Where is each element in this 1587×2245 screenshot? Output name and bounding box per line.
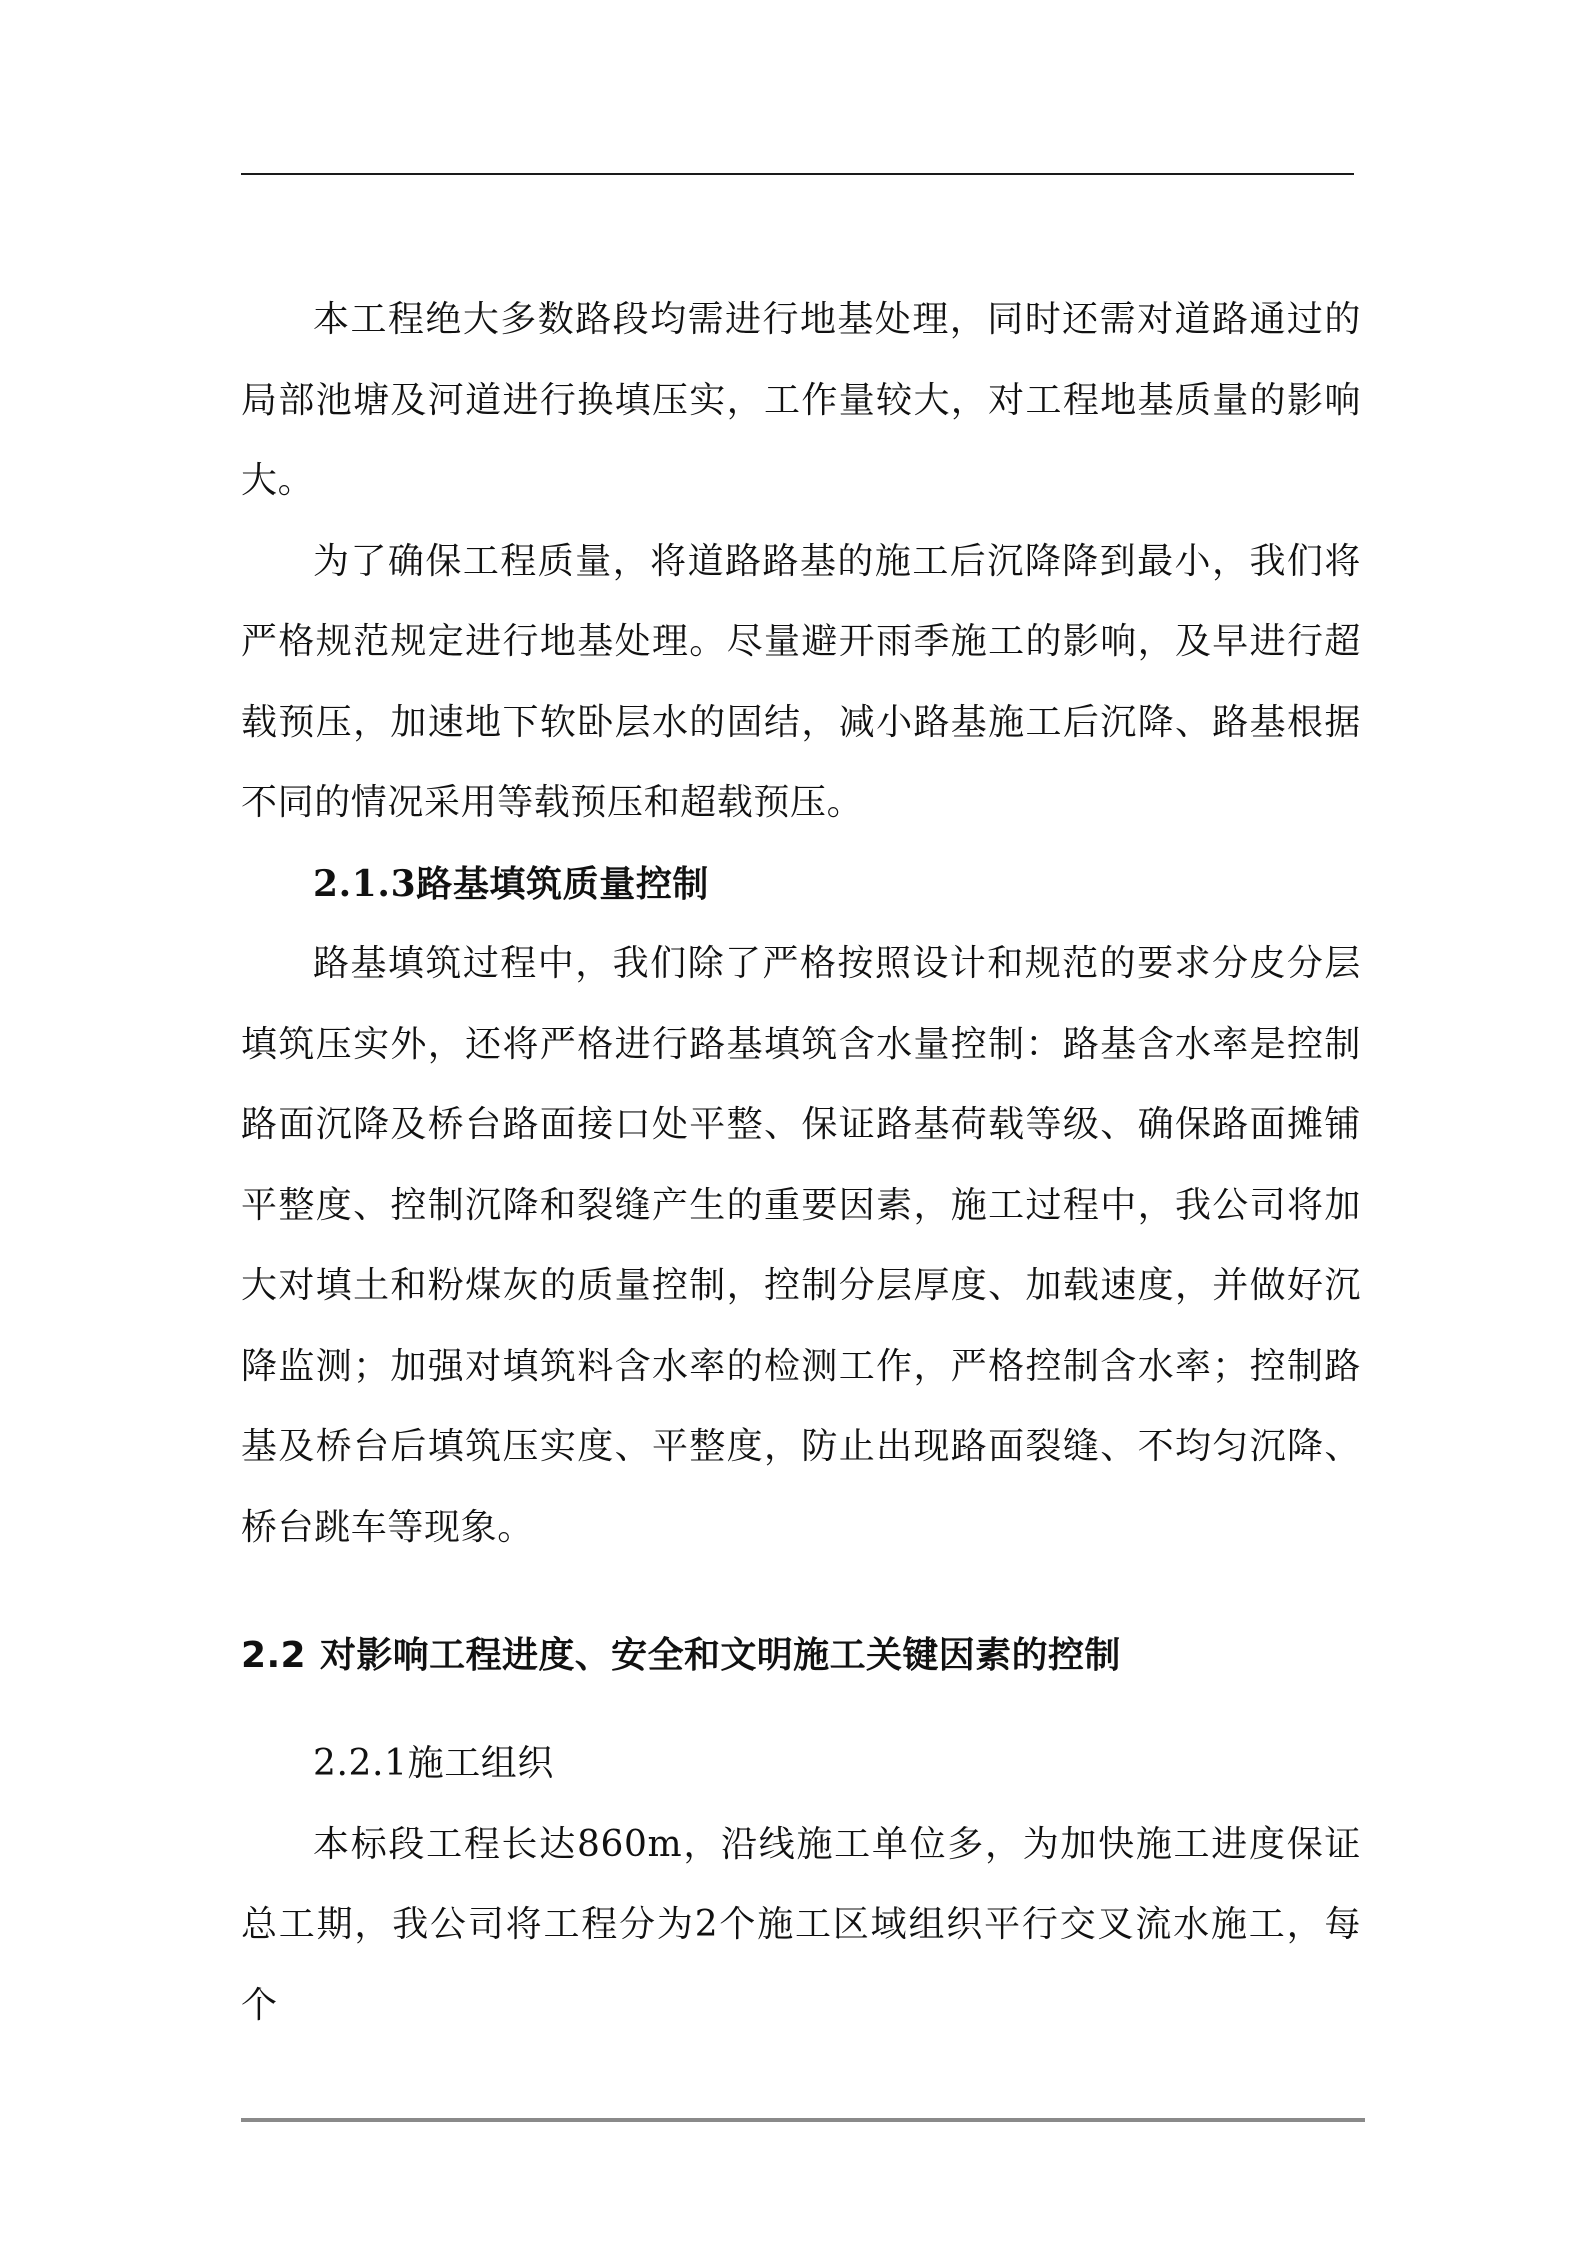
subsection-title-2-1-3: 2.1.3路基填筑质量控制 bbox=[313, 862, 710, 905]
paragraph-subgrade-filling: 路基填筑过程中，我们除了严格按照设计和规范的要求分皮分层填筑压实外，还将严格进行路基填筑含水量控制：路基含水率是控制路面沉降及桥台路面接口处平整、保证路基荷载等级、确保路面摊铺平整度、控制沉降和裂缝产生的重要因素，施工过程中，我公司将加大对填土和粉煤灰的质量控制，控制分层厚度、加载速度，并做好沉降监测；加强对填筑料含水率的检测工作，严格控制含水率；控制路基及桥台后填筑压实度、平整度，防止出现路面裂缝、不均匀沉降、桥台跳车等现象。 bbox=[241, 943, 1361, 1548]
page-body bbox=[241, 280, 1361, 2046]
subsection-title-2-2-1: 2.2.1施工组织 bbox=[313, 1743, 554, 1784]
section-number: 2.2 bbox=[241, 1635, 306, 1676]
paragraph-foundation-treatment: 本工程绝大多数路段均需进行地基处理，同时还需对道路通过的局部池塘及河道进行换填压实，工作量较大，对工程地基质量的影响大。 bbox=[241, 299, 1361, 501]
footer-rule bbox=[241, 2118, 1365, 2122]
section-title: 对影响工程进度、安全和文明施工关键因素的控制 bbox=[319, 1635, 1121, 1676]
paragraph-construction-organization: 本标段工程长达860m，沿线施工单位多，为加快施工进度保证总工期，我公司将工程分为2个施工区域组织平行交叉流水施工，每个 bbox=[241, 1823, 1361, 2026]
paragraph-quality-assurance: 为了确保工程质量，将道路路基的施工后沉降降到最小，我们将严格规范规定进行地基处理。尽量避开雨季施工的影响，及早进行超载预压，加速地下软卧层水的固结，减小路基施工后沉降、路基根据不同的情况采用等载预压和超载预压。 bbox=[241, 540, 1361, 823]
header-rule bbox=[241, 173, 1354, 175]
section-heading-2-2 bbox=[241, 1616, 1361, 1696]
